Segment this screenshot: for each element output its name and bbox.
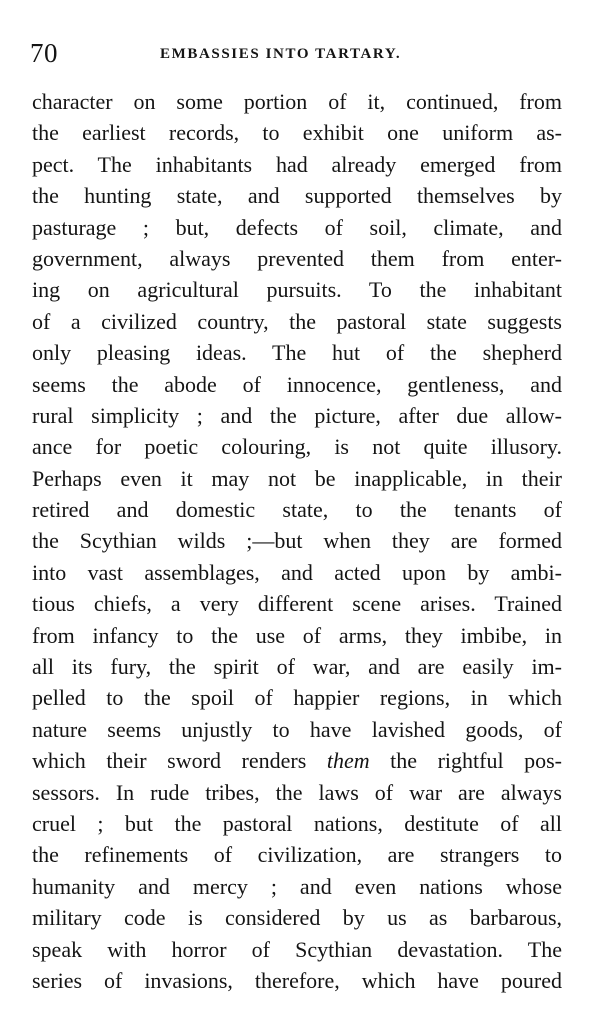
text-line: pelled to the spoil of happier regions, in which (32, 685, 562, 711)
text-line-with-italic (32, 745, 562, 776)
text-line: ance for poetic colouring, is not quite illusory. (32, 434, 562, 460)
text-line: retired and domestic state, to the tenants of (32, 497, 562, 523)
text-line: from infancy to the use of arms, they imbibe, in (32, 622, 562, 648)
text-line: government, always prevented them from enter- (32, 245, 562, 271)
text-line: humanity and mercy ; and even nations whose (32, 873, 562, 899)
text-line: the earliest records, to exhibit one uniform as- (32, 120, 562, 146)
page-header (30, 38, 560, 68)
text-line: cruel ; but the pastoral nations, destitute of all (32, 810, 562, 836)
text-line: military code is considered by us as barbarous, (32, 905, 562, 931)
text-segment: which their sword renders (32, 748, 307, 774)
text-segment: the rightful pos- (390, 748, 563, 774)
text-line: seems the abode of innocence, gentleness, and (32, 371, 562, 397)
text-line: the Scythian wilds ;—but when they are formed (32, 528, 562, 554)
text-line: pect. The inhabitants had already emerged from (32, 151, 562, 177)
italic-word: them (326, 748, 370, 774)
text-line: character on some portion of it, continued, from (32, 89, 562, 114)
text-line: tious chiefs, a very different scene arises. Trained (32, 591, 562, 617)
text-line: of a civilized country, the pastoral state suggests (32, 308, 562, 334)
text-line: ing on agricultural pursuits. To the inhabitant (32, 277, 562, 303)
page-number: 70 (30, 38, 58, 68)
text-line: only pleasing ideas. The hut of the shepherd (32, 340, 562, 366)
text-line: the hunting state, and supported themselves by (32, 183, 562, 209)
text-line: the refinements of civilization, are strangers to (32, 842, 562, 868)
text-line: sessors. In rude tribes, the laws of war are always (32, 779, 562, 805)
text-line: all its fury, the spirit of war, and are easily im- (32, 654, 562, 680)
text-line: pasturage ; but, defects of soil, climate, and (32, 214, 562, 240)
body-text (32, 86, 562, 996)
text-line: into vast assemblages, and acted upon by ambi- (32, 559, 562, 585)
text-line: series of invasions, therefore, which have poured (32, 967, 562, 993)
running-head: EMBASSIES INTO TARTARY. (160, 46, 402, 62)
text-line: rural simplicity ; and the picture, after due allow- (32, 402, 562, 428)
text-line: nature seems unjustly to have lavished goods, of (32, 716, 562, 742)
text-line: Perhaps even it may not be inapplicable, in their (32, 465, 562, 491)
text-line: speak with horror of Scythian devastation. The (32, 936, 562, 962)
